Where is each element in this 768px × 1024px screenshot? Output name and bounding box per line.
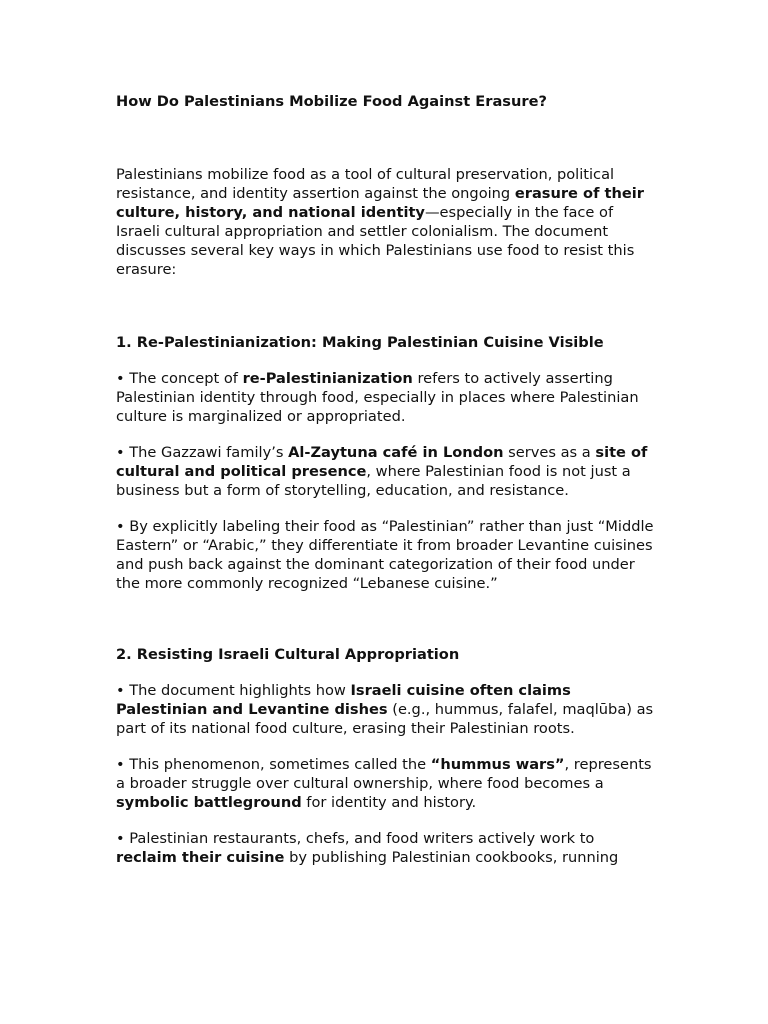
s2p2-text-1: • This phenomenon, sometimes called the xyxy=(116,756,431,773)
s2p2-text-3: for identity and history. xyxy=(301,794,477,811)
section-1-bullet-2 xyxy=(116,443,656,500)
s2p3-bold-1: reclaim their cuisine xyxy=(116,849,285,866)
s2p1-text-2: (e.g., hummus, falafel, maqlūba) as part of its national food culture, erasing their Palestinian roots. xyxy=(116,701,654,737)
s1p3-text-1: • By explicitly labeling their food as “Palestinian” rather than just “Middle Eastern” or “Arabic,” they differentiate it from broader Levantine cuisines and push back against the dominant categorization of their food under the more commonly recognized “Lebanese cuisine.” xyxy=(116,518,654,592)
section-2-heading: 2. Resisting Israeli Cultural Appropriation xyxy=(116,646,460,663)
s1p2-text-3: , where Palestinian food is not just a business but a form of storytelling, education, and resistance. xyxy=(116,463,631,499)
section-1-bullet-1 xyxy=(116,369,656,426)
s1p1-text-2: refers to actively asserting Palestinian identity through food, especially in places where Palestinian culture is marginalized or appropriated. xyxy=(116,370,639,425)
s2p3-text-2: by publishing Palestinian cookbooks, running xyxy=(284,849,619,866)
document-body xyxy=(116,92,656,867)
s1p1-text-1: • The concept of xyxy=(116,370,243,387)
s1p2-bold-1: Al-Zaytuna café in London xyxy=(288,444,504,461)
s2p2-bold-1: “hummus wars” xyxy=(430,756,565,773)
section-2-bullet-1 xyxy=(116,681,656,738)
section-1-bullet-3 xyxy=(116,517,656,593)
s2p1-text-1: • The document highlights how xyxy=(116,682,351,699)
intro-text-2: —especially in the face of Israeli cultural appropriation and settler colonialism. The document discusses several key ways in which Palestinians use food to resist this erasure: xyxy=(116,204,635,278)
s2p2-text-2: , represents a broader struggle over cultural ownership, where food becomes a xyxy=(116,756,652,792)
s1p2-text-1: • The Gazzawi family’s xyxy=(116,444,289,461)
section-2-bullet-2 xyxy=(116,755,656,812)
s1p2-bold-2: site of cultural and political presence xyxy=(116,444,648,480)
intro-text-1: Palestinians mobilize food as a tool of cultural preservation, political resistance, and identity assertion against the ongoing xyxy=(116,166,615,202)
s2p1-bold-1: Israeli cuisine often claims Palestinian and Levantine dishes xyxy=(116,682,571,718)
section-2-bullet-3 xyxy=(116,829,656,867)
s2p2-bold-2: symbolic battleground xyxy=(116,794,302,811)
section-1-heading: 1. Re-Palestinianization: Making Palestinian Cuisine Visible xyxy=(116,334,604,351)
document-title: How Do Palestinians Mobilize Food Against Erasure? xyxy=(116,93,547,110)
intro-bold-1: erasure of their culture, history, and national identity xyxy=(116,185,644,221)
intro-paragraph xyxy=(116,165,656,279)
s2p3-text-1: • Palestinian restaurants, chefs, and food writers actively work to xyxy=(116,830,595,847)
s1p2-text-2: serves as a xyxy=(503,444,596,461)
s1p1-bold-1: re-Palestinianization xyxy=(242,370,413,387)
